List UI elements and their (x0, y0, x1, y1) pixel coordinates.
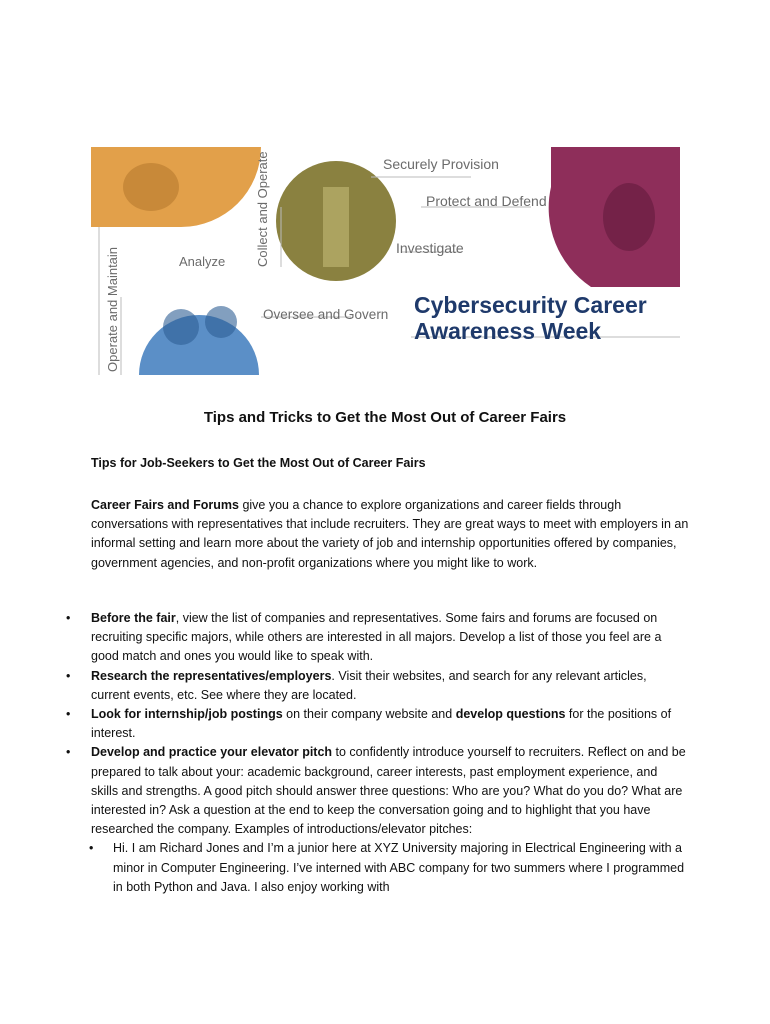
bullet-text: , view the list of companies and representatives. Some fairs and forums are focused on recruiting specific majors, while others are interested in all majors. Develop a list of those you feel are a good match and ones you would like to speak with. (91, 611, 662, 664)
label-operate-maintain: Operate and Maintain (105, 246, 120, 372)
bullet-icon: • (89, 841, 94, 856)
label-investigate: Investigate (396, 240, 464, 256)
bullet-bold: Look for internship/job postings (91, 707, 283, 722)
intro-paragraph (91, 496, 691, 573)
label-securely-provision: Securely Provision (383, 156, 499, 172)
bullet-icon: • (66, 611, 71, 625)
cybersecurity-banner (91, 147, 680, 375)
bullet-bold: Before the fair (91, 611, 176, 625)
bullet-text-2: for the positions of interest. (91, 707, 672, 741)
bullet-icon: • (66, 668, 71, 683)
label-oversee-govern: Oversee and Govern (263, 307, 389, 322)
section-subheading: Tips for Job-Seekers to Get the Most Out of Career Fairs (91, 456, 426, 470)
bullet-text: . Visit their websites, and search for any relevant articles, current events, etc. See where they are located. (91, 668, 647, 702)
worker-photo-icon (323, 187, 349, 267)
intro-text: give you a chance to explore organizations and career fields through conversations with representatives that include recruiters. They are great ways to meet with employers in an informal setting and learn more about the variety of job and internship opportunities offered by companies, government agencies, and non-profit organizations where you might like to work. (91, 498, 689, 570)
list-item (66, 743, 686, 839)
banner-graphic (91, 147, 680, 375)
list-item (66, 705, 686, 743)
blue-photo-shape (139, 315, 259, 375)
person-photo-icon (123, 163, 179, 211)
bullet-bold-2: develop questions (455, 707, 566, 722)
list-item (66, 609, 686, 667)
child-photo-icon (163, 309, 199, 345)
document-title: Tips and Tricks to Get the Most Out of Career Fairs (203, 409, 567, 426)
woman-photo-icon (603, 183, 655, 251)
bullet-text: on their company website and (282, 707, 456, 722)
label-protect-defend: Protect and Defend (426, 193, 547, 209)
bullet-bold: Research the representatives/employers (91, 668, 332, 683)
example-pitch-text: Hi. I am Richard Jones and I’m a junior here at XYZ University majoring in Electrical Engineering with a minor in Computer Engineering. I’ve interned with ABC company for two summers where I programmed in both Python and Java. I also enjoy working with (113, 841, 685, 894)
child-photo-icon-2 (205, 306, 237, 338)
banner-title-line1: Cybersecurity Career (414, 292, 647, 318)
intro-bold: Career Fairs and Forums (91, 498, 239, 512)
banner-title-line2: Awareness Week (414, 318, 602, 344)
bullet-text: to confidently introduce yourself to recruiters. Reflect on and be prepared to talk about your: academic background, career interests, past employment experience, and skills and strengths. A good pitch should answer three questions: Who are you? What do you do? What are interested in? Ask a question at the end to keep the conversation going and to highlight that you have researched the company. Examples of introductions/elevator pitches: (91, 745, 686, 837)
bullet-icon: • (66, 707, 71, 722)
sub-list-item (66, 839, 686, 897)
bullet-bold: Develop and practice your elevator pitch (91, 745, 333, 760)
tips-list (66, 609, 686, 897)
label-analyze: Analyze (179, 254, 226, 269)
list-item (66, 667, 686, 705)
label-collect-operate: Collect and Operate (255, 151, 270, 267)
bullet-icon: • (66, 745, 71, 760)
